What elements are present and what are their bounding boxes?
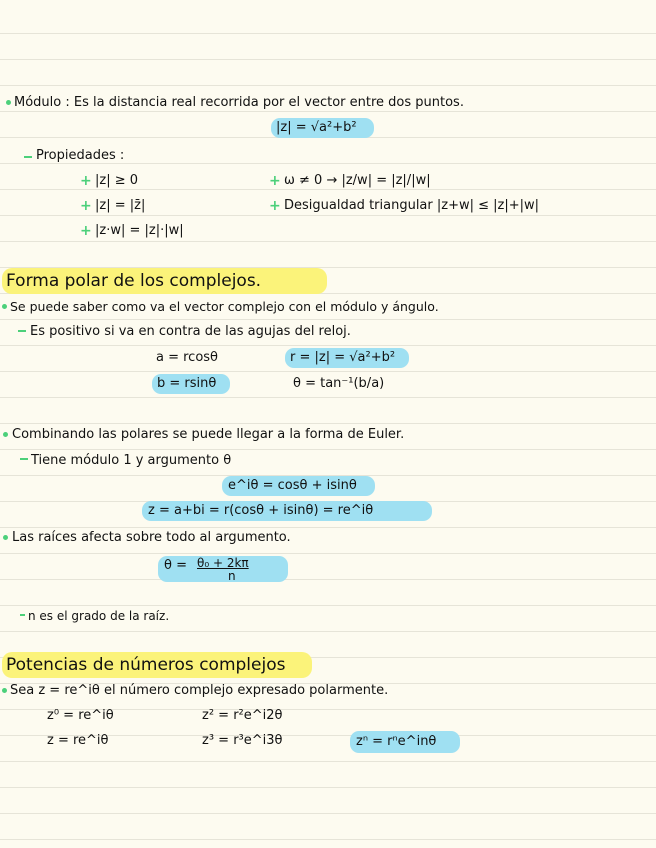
theta-root-num: θ₀ + 2kπ xyxy=(197,556,249,570)
forma-polar-line1: Se puede saber como va el vector complejo con el módulo y ángulo. xyxy=(10,299,439,314)
potencia-zn: zⁿ = rⁿe^inθ xyxy=(356,734,437,749)
prop-left-3: |z·w| = |z|·|w| xyxy=(95,223,184,238)
prop-right-2: Desigualdad triangular |z+w| ≤ |z|+|w| xyxy=(284,198,540,213)
potencia-z2: z² = r²e^i2θ xyxy=(202,708,283,723)
euler-eq1 xyxy=(228,477,357,495)
potencia-z0: z⁰ = re^iθ xyxy=(47,708,114,723)
dash xyxy=(24,156,32,158)
euler-roots: Las raíces afecta sobre todo al argumento. xyxy=(12,530,291,545)
dash xyxy=(20,458,28,460)
polar-r-eq: r = |z| = √a²+b² xyxy=(290,350,396,365)
bullet xyxy=(2,688,7,693)
modulo-formula: |z| = √a²+b² xyxy=(276,120,357,135)
forma-polar-title: Forma polar de los complejos. xyxy=(6,271,262,291)
propiedades-label: Propiedades : xyxy=(36,148,125,163)
prop-left-1: |z| ≥ 0 xyxy=(95,173,139,188)
euler-eq1-text: e^iθ = cosθ + isinθ xyxy=(228,478,357,493)
bullet xyxy=(2,304,7,309)
dash xyxy=(20,614,25,616)
bullet xyxy=(6,100,11,105)
plus-icon: + xyxy=(80,198,92,214)
potencias-title: Potencias de números complejos xyxy=(6,655,286,675)
bullet xyxy=(3,535,8,540)
euler-line1: Combinando las polares se puede llegar a la forma de Euler. xyxy=(12,427,405,442)
dash xyxy=(18,330,26,332)
modulo-definition: Módulo : Es la distancia real recorrida por el vector entre dos puntos. xyxy=(14,95,464,110)
polar-theta-eq: θ = tan⁻¹(b/a) xyxy=(293,376,385,391)
bullet xyxy=(3,432,8,437)
euler-n-note: n es el grado de la raíz. xyxy=(28,609,170,623)
polar-b-eq: b = rsinθ xyxy=(157,376,217,391)
theta-root-lhs: θ = xyxy=(164,558,187,573)
prop-right-1: ω ≠ 0 → |z/w| = |z|/|w| xyxy=(284,173,431,188)
plus-icon: + xyxy=(80,173,92,189)
forma-polar-line2: Es positivo si va en contra de las agujas del reloj. xyxy=(30,324,351,339)
plus-icon: + xyxy=(269,198,281,214)
euler-line2: Tiene módulo 1 y argumento θ xyxy=(31,453,232,468)
theta-root-den: n xyxy=(228,569,236,583)
plus-icon: + xyxy=(269,173,281,189)
prop-left-2: |z| = |z̄| xyxy=(95,198,146,213)
potencia-z1: z = re^iθ xyxy=(47,733,109,748)
potencia-z3: z³ = r³e^i3θ xyxy=(202,733,283,748)
plus-icon: + xyxy=(80,223,92,239)
euler-eq2: z = a+bi = r(cosθ + isinθ) = re^iθ xyxy=(148,503,374,518)
potencias-line1: Sea z = re^iθ el número complejo expresado polarmente. xyxy=(10,683,389,698)
polar-a-eq: a = rcosθ xyxy=(156,350,219,365)
